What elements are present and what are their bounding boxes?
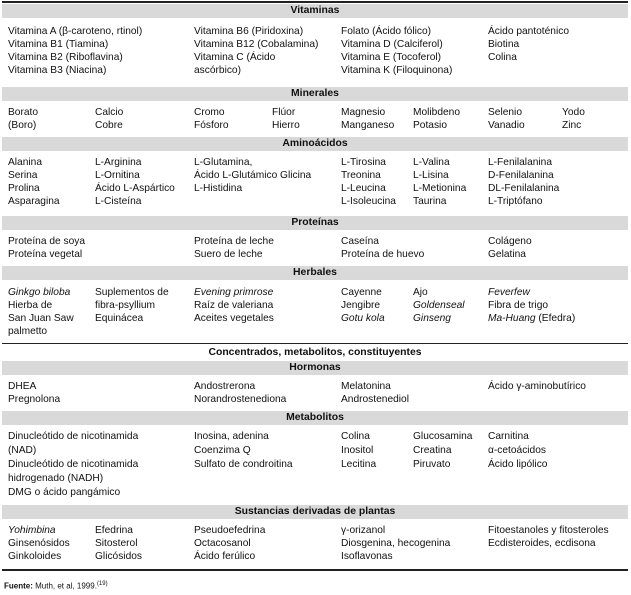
sustancias-col-4 xyxy=(341,524,450,563)
cell: L-Tirosina xyxy=(341,157,386,168)
cell: DHEA xyxy=(8,381,37,392)
cell: ascórbico) xyxy=(194,65,241,76)
cell: Vitamina B2 (Riboflavina) xyxy=(8,52,123,63)
cell: Selenio xyxy=(488,107,522,118)
cell: Proteína de soya xyxy=(8,236,86,247)
cell: hidrogenado (NADH) xyxy=(8,473,104,484)
cell: DMG o ácido pangámico xyxy=(8,487,121,498)
cell: Vitamina B1 (Tiamina) xyxy=(8,39,109,50)
cell-rest: (Efedra) xyxy=(535,313,576,324)
cell: (Boro) xyxy=(8,120,37,131)
cell: Creatina xyxy=(413,445,452,456)
cell: Suero de leche xyxy=(194,249,263,260)
cell: Piruvato xyxy=(413,459,451,470)
cell: Cayenne xyxy=(341,287,382,298)
cell: fibra-psyllium xyxy=(95,300,156,311)
cell: Ginsenósidos xyxy=(8,538,70,549)
cell: Treonina xyxy=(341,170,381,181)
metabolitos-col-1 xyxy=(8,430,138,500)
minerales-col-5 xyxy=(341,106,394,132)
herbales-col-5 xyxy=(413,286,465,325)
cell: γ-orizanol xyxy=(341,525,386,536)
sustancias-col-1 xyxy=(8,524,70,563)
sustancias-col-2 xyxy=(95,524,142,563)
cell: Equinácea xyxy=(95,313,144,324)
source-note xyxy=(4,579,108,592)
cell: Carnitina xyxy=(488,431,529,442)
cell: Ácido pantoténico xyxy=(488,26,569,37)
cell: Vitamina K (Filoquinona) xyxy=(341,65,453,76)
cell: Proteína de huevo xyxy=(341,249,425,260)
cell: Pseudoefedrina xyxy=(194,525,266,536)
cell: L-Triptófano xyxy=(488,196,543,207)
minerales-col-2 xyxy=(95,106,123,132)
cell: Diosgenina, hecogenina xyxy=(341,538,451,549)
section-header-hormonas: Hormonas xyxy=(2,361,628,375)
cell: Efedrina xyxy=(95,525,133,536)
section-rule xyxy=(2,343,628,344)
cell: L-Valina xyxy=(413,157,450,168)
cell: Lecitina xyxy=(341,459,377,470)
cell: α-cetoácidos xyxy=(488,445,546,456)
cell: Proteína vegetal xyxy=(8,249,83,260)
sustancias-col-3 xyxy=(194,524,265,563)
cell: L-Metionina xyxy=(413,183,467,194)
cell: Ácido L-Aspártico xyxy=(95,183,175,194)
cell: Molibdeno xyxy=(413,107,461,118)
minerales-col-6 xyxy=(413,106,460,132)
herbales-col-4 xyxy=(341,286,385,325)
cell: Serina xyxy=(8,170,38,181)
cell: Yodo xyxy=(562,107,585,118)
cell: Glicósidos xyxy=(95,551,142,562)
section-header-proteinas: Proteínas xyxy=(2,216,628,230)
cell: Ecdisteroides, ecdisona xyxy=(488,538,596,549)
cell: Dinucleótido de nicotinamida xyxy=(8,431,139,442)
cell: Colina xyxy=(488,52,517,63)
cell: Ácido γ-aminobutírico xyxy=(488,381,586,392)
hormonas-col-4 xyxy=(488,380,586,393)
cell: Asparagina xyxy=(8,196,60,207)
cell: Fibra de trigo xyxy=(488,300,549,311)
sustancias-col-5 xyxy=(488,524,609,550)
cell: palmetto xyxy=(8,326,48,337)
vitaminas-col-2 xyxy=(194,25,318,77)
minerales-col-7 xyxy=(488,106,525,132)
cell: Prolina xyxy=(8,183,40,194)
cell: Borato xyxy=(8,107,39,118)
cell: L-Arginina xyxy=(95,157,142,168)
cell: Inositol xyxy=(341,445,374,456)
cell: Hierba de xyxy=(8,300,53,311)
cell: L-Isoleucina xyxy=(341,196,396,207)
section-header-minerales: Minerales xyxy=(2,87,628,101)
cell: Aceites vegetales xyxy=(194,313,274,324)
cell: Alanina xyxy=(8,157,42,168)
section-title-concentrados: Concentrados, metabolitos, constituyentes xyxy=(208,347,422,358)
cell: Melatonina xyxy=(341,381,391,392)
cell: Feverfew xyxy=(488,287,530,298)
cell: Vitamina B6 (Piridoxina) xyxy=(194,26,304,37)
cell: L-Leucina xyxy=(341,183,386,194)
cell: Andostrerona xyxy=(194,381,256,392)
cell: Suplementos de xyxy=(95,287,169,298)
cell: Evening primrose xyxy=(194,287,274,298)
section-header-sustancias: Sustancias derivadas de plantas xyxy=(2,505,628,519)
minerales-col-8 xyxy=(562,106,585,132)
cell: L-Lisina xyxy=(413,170,449,181)
cell: Gotu kola xyxy=(341,313,385,324)
cell: Manganeso xyxy=(341,120,395,131)
cell: Colágeno xyxy=(488,236,532,247)
cell: Calcio xyxy=(95,107,124,118)
aminoacidos-col-1 xyxy=(8,156,60,208)
cell: San Juan Saw xyxy=(8,313,74,324)
cell: D-Fenilalanina xyxy=(488,170,554,181)
vitaminas-col-3 xyxy=(341,25,452,77)
cell: Yohimbina xyxy=(8,525,56,536)
cell: Taurina xyxy=(413,196,447,207)
cell: Zinc xyxy=(562,120,582,131)
proteinas-col-1 xyxy=(8,235,85,261)
metabolitos-col-5 xyxy=(488,430,547,472)
cell: Octacosanol xyxy=(194,538,251,549)
cell: Vitamina B3 (Niacina) xyxy=(8,65,107,76)
cell: Vitamina B12 (Cobalamina) xyxy=(194,39,319,50)
minerales-col-1 xyxy=(8,106,38,132)
herbales-col-3 xyxy=(194,286,274,325)
source-ref: (19) xyxy=(96,581,108,587)
cell: L-Glutamina, xyxy=(194,157,253,168)
cell: L-Cisteína xyxy=(95,196,142,207)
cell: Norandrostenediona xyxy=(194,394,287,405)
cell: Coenzima Q xyxy=(194,445,251,456)
metabolitos-col-4 xyxy=(413,430,472,472)
cell-italic: Ma-Huang xyxy=(488,313,536,324)
cell: Vitamina E (Tocoferol) xyxy=(341,52,442,63)
cell: Potasio xyxy=(413,120,447,131)
cell xyxy=(488,312,575,325)
cell: DL-Fenilalanina xyxy=(488,183,560,194)
cell: L-Histidina xyxy=(194,183,243,194)
cell: L-Ornitina xyxy=(95,170,140,181)
cell: Cobre xyxy=(95,120,123,131)
cell: Ginseng xyxy=(413,313,451,324)
aminoacidos-col-3 xyxy=(194,156,311,195)
section-header-aminoacidos: Aminoácidos xyxy=(2,137,628,151)
cell: Ácido L-Glutámico Glicina xyxy=(194,170,312,181)
cell: Ácido lipólico xyxy=(488,459,548,470)
metabolitos-col-3 xyxy=(341,430,376,472)
cell: Pregnolona xyxy=(8,394,61,405)
top-rule xyxy=(2,1,628,3)
cell: Vitamina C (Ácido xyxy=(194,52,276,63)
cell: L-Fenilalanina xyxy=(488,157,552,168)
aminoacidos-col-6 xyxy=(488,156,559,208)
cell: Inosina, adenina xyxy=(194,431,269,442)
cell: Isoflavonas xyxy=(341,551,393,562)
cell: Folato (Ácido fólico) xyxy=(341,26,432,37)
proteinas-col-2 xyxy=(194,235,274,261)
aminoacidos-col-4 xyxy=(341,156,396,208)
minerales-col-3 xyxy=(194,106,229,132)
vitaminas-col-1 xyxy=(8,25,142,77)
cell: Jengibre xyxy=(341,300,381,311)
cell: Sitosterol xyxy=(95,538,138,549)
hormonas-col-2 xyxy=(194,380,286,406)
cell: Cromo xyxy=(194,107,225,118)
source-label: Fuente: xyxy=(4,581,33,591)
aminoacidos-col-2 xyxy=(95,156,175,208)
cell: Vitamina D (Calciferol) xyxy=(341,39,443,50)
cell: Ácido ferúlico xyxy=(194,551,256,562)
cell: Flúor xyxy=(272,107,296,118)
section-header-vitaminas: Vitaminas xyxy=(2,4,628,18)
herbales-col-2 xyxy=(95,286,169,325)
hormonas-col-1 xyxy=(8,380,60,406)
cell: Caseína xyxy=(341,236,379,247)
cell: Colina xyxy=(341,431,370,442)
herbales-col-1 xyxy=(8,286,74,338)
proteinas-col-3 xyxy=(341,235,424,261)
cell: Ginkoloides xyxy=(8,551,62,562)
cell: Ajo xyxy=(413,287,428,298)
bottom-rule xyxy=(2,569,628,571)
cell: Hierro xyxy=(272,120,300,131)
cell: Raíz de valeriana xyxy=(194,300,274,311)
cell: Vitamina A (β-caroteno, rtinol) xyxy=(8,26,143,37)
cell: Goldenseal xyxy=(413,300,465,311)
cell: Dinucleótido de nicotinamida xyxy=(8,459,139,470)
cell: Androstenediol xyxy=(341,394,409,405)
cell: Proteína de leche xyxy=(194,236,274,247)
cell: Fitoestanoles y fitosteroles xyxy=(488,525,609,536)
section-header-metabolitos: Metabolitos xyxy=(2,411,628,425)
aminoacidos-col-5 xyxy=(413,156,466,208)
cell: Biotina xyxy=(488,39,520,50)
cell: (NAD) xyxy=(8,445,37,456)
cell: Magnesio xyxy=(341,107,386,118)
section-header-herbales: Herbales xyxy=(2,266,628,280)
hormonas-col-3 xyxy=(341,380,409,406)
cell: Fósforo xyxy=(194,120,229,131)
cell: Vanadio xyxy=(488,120,525,131)
metabolitos-col-2 xyxy=(194,430,293,472)
herbales-col-6 xyxy=(488,286,575,325)
cell: Glucosamina xyxy=(413,431,473,442)
source-text: Muth, et al, 1999. xyxy=(32,581,97,591)
minerales-col-4 xyxy=(272,106,300,132)
vitaminas-col-4 xyxy=(488,25,569,64)
cell: Ginkgo biloba xyxy=(8,287,71,298)
proteinas-col-4 xyxy=(488,235,532,261)
cell: Sulfato de condroitina xyxy=(194,459,293,470)
cell: Gelatina xyxy=(488,249,526,260)
